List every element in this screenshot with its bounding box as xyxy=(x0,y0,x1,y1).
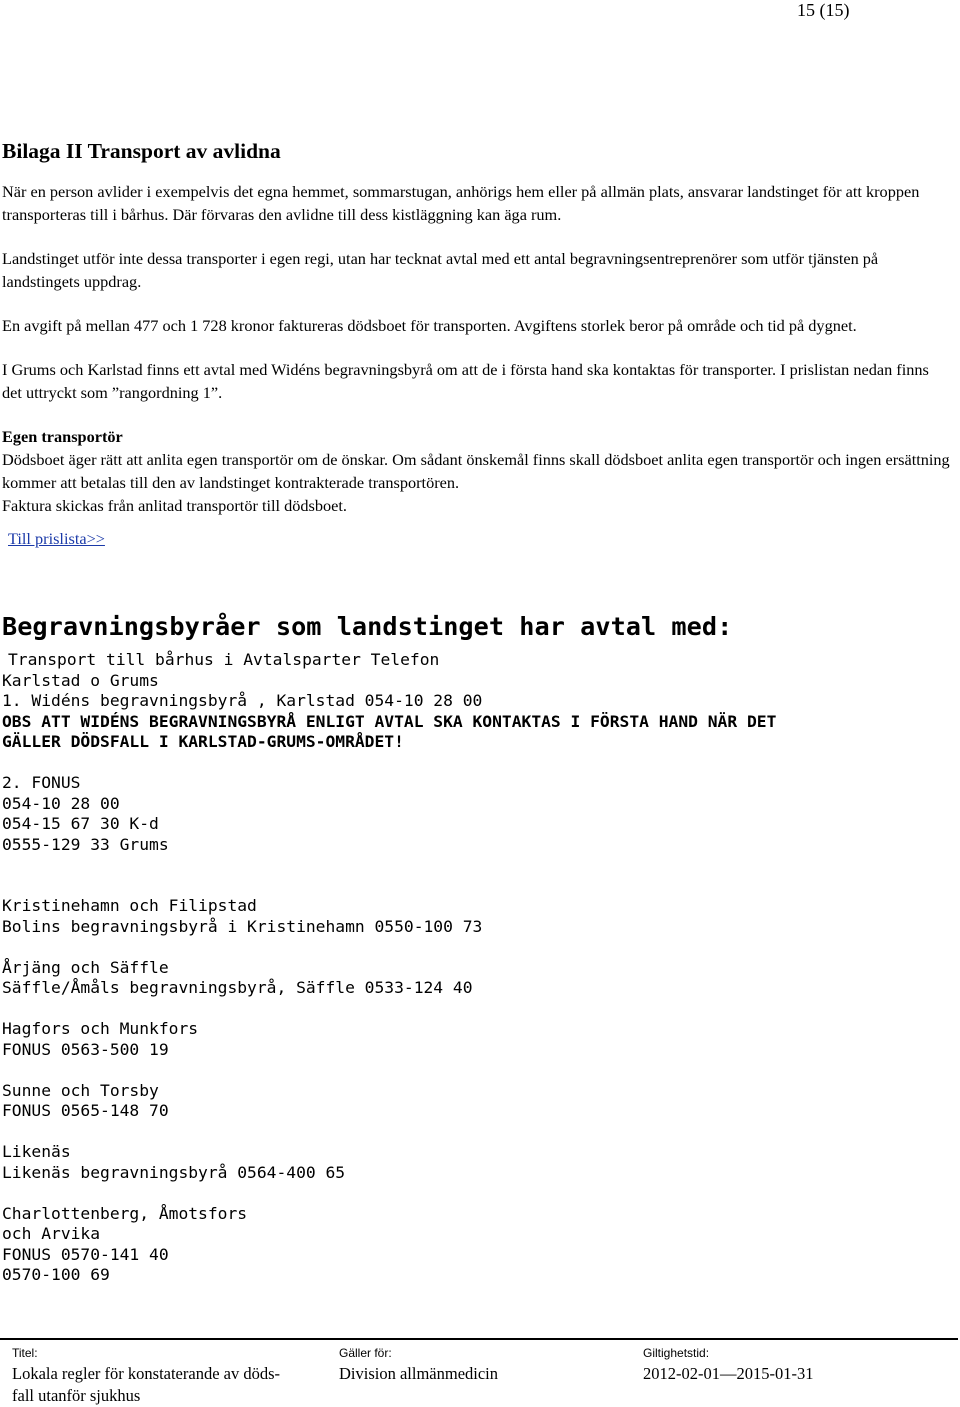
agency-saffle: Säffle/Åmåls begravningsbyrå, Säffle 0533-124 40 xyxy=(2,978,473,997)
page-title: Bilaga II Transport av avlidna xyxy=(2,139,281,163)
paragraph-intro: När en person avlider i exempelvis det egna hemmet, sommarstugan, anhörigs hem eller på allmän plats, ansvarar landstinget för att kroppen transporteras till i bårhus. Där förvaras den avlidne till dess kistläggning kan äga rum. xyxy=(2,182,920,224)
agency-bolins: Bolins begravningsbyrå i Kristinehamn 0550-100 73 xyxy=(2,916,483,936)
area-arvika: och Arvika xyxy=(2,1224,101,1243)
area-sunne: Sunne och Torsby xyxy=(2,1080,159,1100)
notice-line-2: GÄLLER DÖDSFALL I KARLSTAD-GRUMS-OMRÅDET! xyxy=(2,732,404,751)
area-karlstad: Karlstad o Grums xyxy=(2,670,159,690)
footer-title-value xyxy=(12,1363,332,1407)
footer-applies xyxy=(339,1346,619,1385)
fonus-phone-2: 054-15 67 30 K-d xyxy=(2,814,159,833)
own-transport-text: Dödsboet äger rätt att anlita egen transportör om de önskar. Om sådant önskemål finns skall dödsboet anlita egen transportör och ingen ersättning kommer att betalas till den av landstinget kontrakterade transportören. xyxy=(2,450,950,492)
agencies-section xyxy=(2,612,950,1286)
pricelist-link[interactable]: Till prislista>> xyxy=(8,529,105,548)
footer-applies-value: Division allmänmedicin xyxy=(339,1364,499,1383)
footer-validity xyxy=(643,1346,943,1385)
agency-fonus-arvika: FONUS 0570-141 40 xyxy=(2,1244,169,1264)
area-charlottenberg: Charlottenberg, Åmotsfors xyxy=(2,1203,248,1223)
footer-applies-label: Gäller för: xyxy=(339,1346,392,1360)
arvika-phone-2: 0570-100 69 xyxy=(2,1265,110,1284)
agency-fonus-hagfors: FONUS 0563-500 19 xyxy=(2,1039,169,1059)
paragraph-grums-karlstad: I Grums och Karlstad finns ett avtal med Widéns begravningsbyrå om att de i första hand ska kontaktas för transporter. I prislistan nedan finns det uttryckt som ”rangordning 1”. xyxy=(2,360,929,402)
area-kristinehamn: Kristinehamn och Filipstad xyxy=(2,896,257,915)
notice-line-1: OBS ATT WIDÉNS BEGRAVNINGSBYRÅ ENLIGT AVTAL SKA KONTAKTAS I FÖRSTA HAND NÄR DET xyxy=(2,711,777,731)
agency-likenas: Likenäs begravningsbyrå 0564-400 65 xyxy=(2,1162,346,1182)
agencies-title: Begravningsbyråer som landstinget har avtal med: xyxy=(2,612,733,641)
paragraph-contractors: Landstinget utför inte dessa transporter i egen regi, utan har tecknat avtal med ett antal begravningsentreprenörer som utför tjänsten på landstingets uppdrag. xyxy=(2,249,879,291)
document-footer xyxy=(0,1338,958,1407)
area-arjang: Årjäng och Säffle xyxy=(2,957,169,977)
fonus-phone-1: 054-10 28 00 xyxy=(2,793,120,813)
footer-validity-value: 2012-02-01—2015-01-31 xyxy=(643,1364,814,1383)
area-hagfors: Hagfors och Munkfors xyxy=(2,1019,199,1038)
own-transport-title: Egen transportör xyxy=(2,427,123,446)
area-likenas: Likenäs xyxy=(2,1142,71,1161)
agency-fonus: 2. FONUS xyxy=(2,773,81,792)
paragraph-fee: En avgift på mellan 477 och 1 728 kronor faktureras dödsboet för transporten. Avgiftens storlek beror på område och tid på dygnet. xyxy=(2,316,857,335)
footer-validity-label: Giltighetstid: xyxy=(643,1346,710,1360)
fonus-phone-3: 0555-129 33 Grums xyxy=(2,834,169,854)
document-body xyxy=(2,138,950,550)
footer-title xyxy=(12,1346,332,1407)
footer-title-label: Titel: xyxy=(12,1346,38,1360)
agency-fonus-sunne: FONUS 0565-148 70 xyxy=(2,1101,169,1120)
agency-widens: 1. Widéns begravningsbyrå , Karlstad 054-10 28 00 xyxy=(2,691,483,710)
footer-title-line-2: fall utanför sjukhus xyxy=(12,1386,141,1405)
agencies-header: Transport till bårhus i Avtalsparter Telefon xyxy=(8,650,440,669)
page-number: 15 (15) xyxy=(797,0,850,20)
footer-title-line-1: Lokala regler för konstaterande av döds- xyxy=(12,1364,281,1383)
own-transport-section xyxy=(2,425,950,517)
own-transport-invoice: Faktura skickas från anlitad transportör till dödsboet. xyxy=(2,496,347,515)
